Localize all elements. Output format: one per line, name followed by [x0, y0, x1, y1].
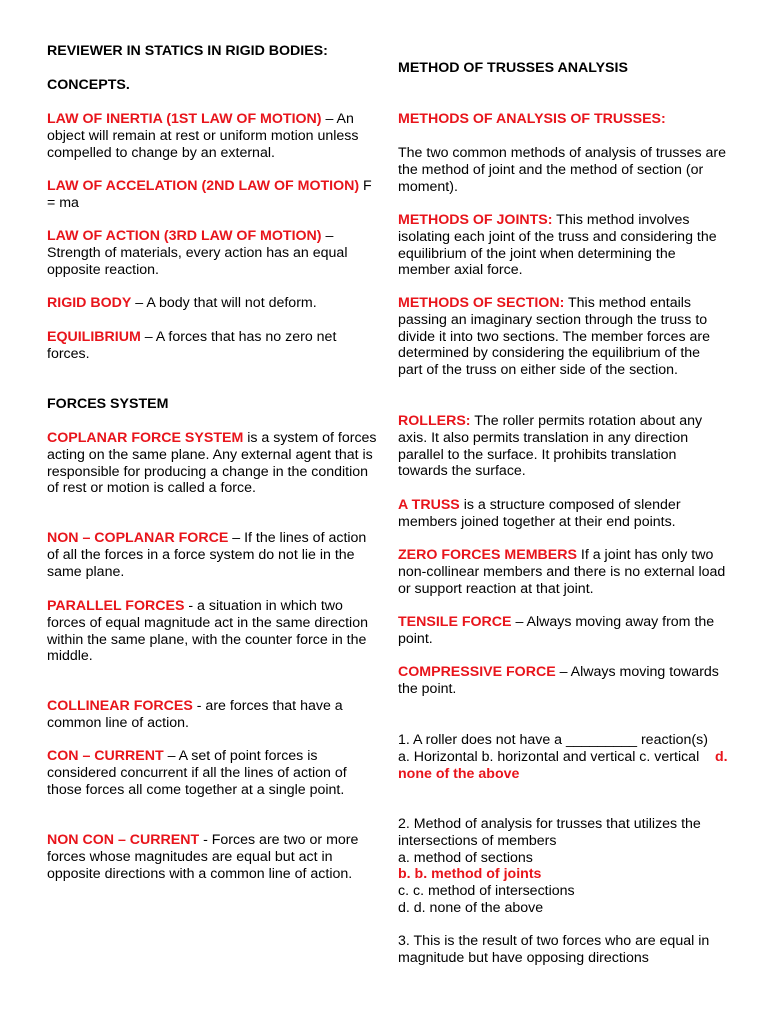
force-non-coplanar — [47, 530, 377, 580]
concept-term: LAW OF INERTIA (1ST LAW OF MOTION) — [47, 111, 322, 127]
definition-term: TENSILE FORCE — [398, 614, 512, 630]
concept-body: – A body that will not deform. — [131, 295, 317, 311]
question-prompt: 1. A roller does not have a _________ reaction(s) — [398, 732, 708, 748]
force-body-continued: forces of equal magnitude act in the same direction within the same plane, with the counter force in the middle. — [47, 614, 368, 665]
question-choices — [398, 749, 728, 783]
definition-truss — [398, 497, 728, 531]
concept-rigid-body — [47, 295, 377, 312]
force-term: COLLINEAR FORCES — [47, 698, 193, 714]
definition-term: A TRUSS — [398, 497, 460, 513]
concept-body: – Strength of materials, every action has an equal opposite reaction. — [47, 228, 348, 278]
concept-law-of-inertia — [47, 111, 377, 161]
definition-compressive-force — [398, 664, 728, 698]
question-3 — [398, 933, 728, 967]
question-choice-d: d. d. none of the above — [398, 899, 544, 916]
concept-law-of-acceleration — [47, 178, 377, 212]
force-term: CON – CURRENT — [47, 748, 164, 764]
force-body: – If the lines of action of all the forces in a force system do not lie in the same plane. — [47, 530, 367, 580]
force-term: COPLANAR FORCE SYSTEM — [47, 430, 244, 446]
concept-body: – An object will remain at rest or uniform motion unless compelled to change by an external. — [47, 111, 359, 161]
concept-term: LAW OF ACCELATION (2ND LAW OF MOTION) — [47, 178, 360, 194]
definition-zero-force-members — [398, 547, 728, 597]
definition-rollers — [398, 413, 728, 480]
methods-heading: METHODS OF ANALYSIS OF TRUSSES: — [398, 111, 666, 127]
force-body: - are forces that have a common line of action. — [47, 698, 343, 731]
concept-term: EQUILIBRIUM — [47, 329, 141, 345]
concept-law-of-action — [47, 228, 377, 278]
force-body: - Forces are two or more forces whose magnitudes are equal but act in opposite directions with a common line of action. — [47, 832, 359, 882]
definition-body: This method entails passing an imaginary section through the truss to divide it into two sections. The member forces are determined by considering the equilibrium of the part of the truss on either side of the section. — [398, 295, 711, 379]
trusses-heading: METHOD OF TRUSSES ANALYSIS — [398, 60, 628, 76]
force-body: is a system of forces acting on the same plane. Any external agent that is responsible for producing a change in the condition of rest or motion is called a force. — [47, 430, 377, 497]
question-1 — [398, 732, 728, 782]
question-choice-a: a. method of sections — [398, 849, 533, 866]
question-prompt: 2. Method of analysis for trusses that utilizes the intersections of members — [398, 816, 701, 849]
definition-term: ZERO FORCES MEMBERS — [398, 547, 577, 563]
force-concurrent — [47, 748, 377, 798]
force-non-concurrent — [47, 832, 377, 882]
definition-term: COMPRESSIVE FORCE — [398, 664, 556, 680]
question-choices-text: a. Horizontal b. horizontal and vertical c. vertical — [398, 748, 700, 765]
force-parallel — [47, 598, 377, 665]
definition-method-of-section — [398, 295, 728, 379]
definition-method-of-joints — [398, 212, 728, 279]
definition-body: – Always moving away from the point. — [398, 614, 715, 647]
question-answer: d. none of the above — [398, 748, 728, 782]
question-answer: b. b. method of joints — [398, 866, 542, 883]
definition-term: METHODS OF JOINTS: — [398, 212, 553, 228]
concept-term: LAW OF ACTION (3RD LAW OF MOTION) — [47, 228, 322, 244]
forces-system-heading: FORCES SYSTEM — [47, 396, 169, 412]
question-2 — [398, 816, 728, 917]
force-body: – A set of point forces is considered concurrent if all the lines of action of those forces all come together at a single point. — [47, 748, 347, 798]
definition-body: – Always moving towards the point. — [398, 664, 719, 697]
definition-term: ROLLERS: — [398, 413, 471, 429]
methods-intro: The two common methods of analysis of trusses are the method of joint and the method of section (or moment). — [398, 145, 727, 195]
definition-body: This method involves isolating each joint of the truss and considering the equilibrium of the joint when determining the member axial force. — [398, 212, 717, 279]
concept-body: – A forces that has no zero net forces. — [47, 329, 337, 362]
definition-tensile-force — [398, 614, 728, 648]
definition-body: is a structure composed of slender members joined together at their end points. — [398, 497, 681, 530]
question-choice-c: c. c. method of intersections — [398, 883, 575, 900]
force-collinear — [47, 698, 377, 732]
definition-body: The roller permits rotation about any axis. It also permits translation in any direction parallel to the surface. It prohibits translation towards the surface. — [398, 413, 703, 480]
document-title: REVIEWER IN STATICS IN RIGID BODIES: — [47, 43, 328, 59]
concept-term: RIGID BODY — [47, 295, 132, 311]
definition-body: If a joint has only two non-collinear members and there is no external load or support reaction at that joint. — [398, 547, 726, 597]
force-coplanar — [47, 430, 377, 497]
question-prompt: 3. This is the result of two forces who are equal in magnitude but have opposing directions — [398, 933, 710, 966]
force-term: NON CON – CURRENT — [47, 832, 200, 848]
concept-equilibrium — [47, 329, 377, 363]
force-body: - a situation in which two — [184, 598, 343, 614]
concepts-heading: CONCEPTS. — [47, 77, 130, 93]
force-term: NON – COPLANAR FORCE — [47, 530, 229, 546]
definition-term: METHODS OF SECTION: — [398, 295, 565, 311]
concept-body: F = ma — [47, 178, 372, 211]
force-term: PARALLEL FORCES — [47, 598, 185, 614]
